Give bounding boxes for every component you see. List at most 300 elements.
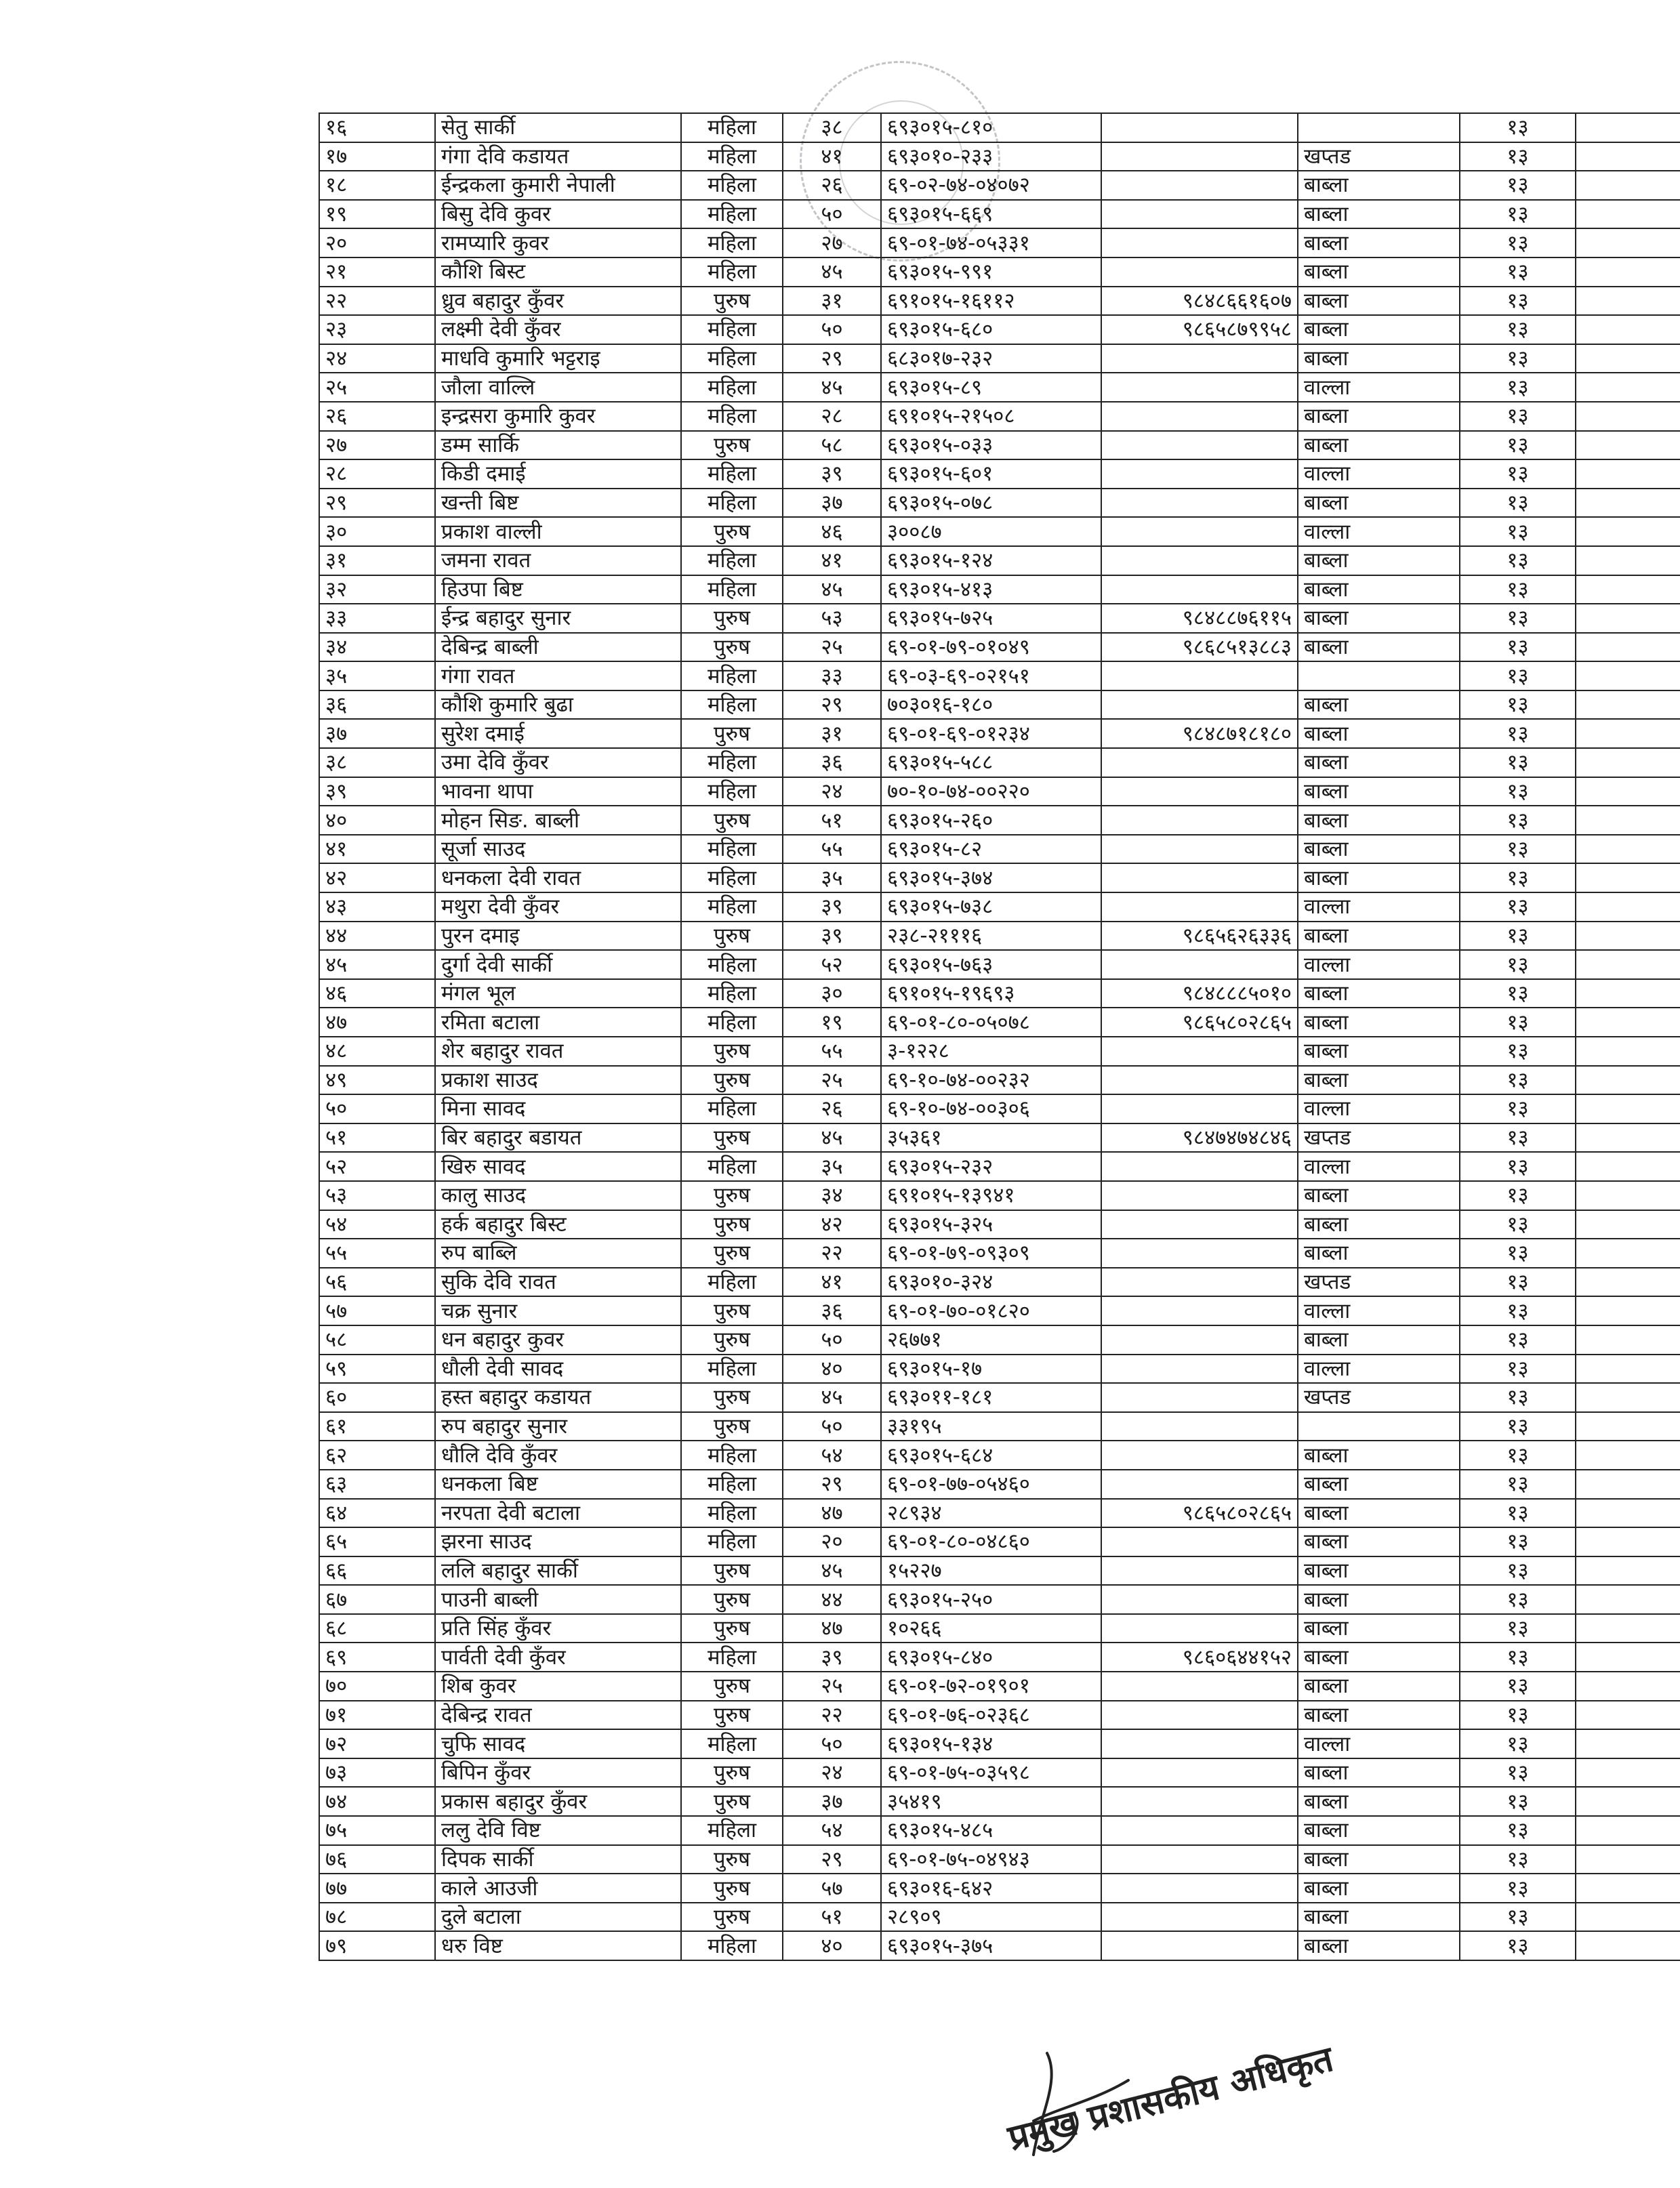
age-cell: ४१ (783, 1268, 881, 1297)
ward-number-cell: १३ (1460, 748, 1576, 777)
gender-cell: महिला (681, 1268, 783, 1297)
name-cell: गंगा रावत (435, 661, 681, 690)
citizenship-number-cell: ६९-०१-७७-०५४६० (881, 1470, 1101, 1499)
place-cell: बाब्ला (1298, 1470, 1460, 1499)
place-cell: बाब्ला (1298, 777, 1460, 806)
empty-cell (1576, 575, 1680, 604)
serial-number-cell: ७९ (319, 1931, 435, 1960)
place-cell (1298, 113, 1460, 142)
citizenship-number-cell: ६९३०१५-६८० (881, 315, 1101, 344)
gender-cell: महिला (681, 950, 783, 979)
gender-cell: महिला (681, 1094, 783, 1123)
table-row (319, 1499, 1680, 1528)
place-cell: बाब्ला (1298, 1787, 1460, 1816)
ward-number-cell: १३ (1460, 1758, 1576, 1788)
table-row (319, 1239, 1680, 1268)
phone-number-cell (1101, 575, 1298, 604)
table-row (319, 1066, 1680, 1095)
place-cell: बाब्ला (1298, 1066, 1460, 1095)
age-cell: २९ (783, 690, 881, 720)
place-cell: वाल्ला (1298, 517, 1460, 546)
phone-number-cell (1101, 1383, 1298, 1412)
table-row (319, 1787, 1680, 1816)
citizenship-number-cell: ६९-०१-७०-०१८२० (881, 1296, 1101, 1325)
ward-number-cell: १३ (1460, 287, 1576, 316)
empty-cell (1576, 1123, 1680, 1153)
citizenship-number-cell: ३५४१९ (881, 1787, 1101, 1816)
place-cell: बाब्ला (1298, 228, 1460, 257)
serial-number-cell: ५९ (319, 1355, 435, 1384)
place-cell: बाब्ला (1298, 1008, 1460, 1037)
place-cell: वाल्ला (1298, 1729, 1460, 1758)
table-row (319, 835, 1680, 864)
serial-number-cell: ६१ (319, 1412, 435, 1441)
place-cell: वाल्ला (1298, 1355, 1460, 1384)
ward-number-cell: १३ (1460, 1499, 1576, 1528)
age-cell: २४ (783, 777, 881, 806)
age-cell: ५७ (783, 1874, 881, 1903)
phone-number-cell (1101, 777, 1298, 806)
gender-cell: पुरुष (681, 1412, 783, 1441)
phone-number-cell (1101, 661, 1298, 690)
name-cell: कालु साउद (435, 1181, 681, 1210)
name-cell: मोहन सिङ. बाब्ली (435, 806, 681, 835)
phone-number-cell (1101, 228, 1298, 257)
table-row (319, 1123, 1680, 1153)
place-cell: बाब्ला (1298, 633, 1460, 662)
empty-cell (1576, 719, 1680, 748)
table-row (319, 1556, 1680, 1586)
ward-number-cell: १३ (1460, 835, 1576, 864)
citizenship-number-cell: ३००८७ (881, 517, 1101, 546)
empty-cell (1576, 1383, 1680, 1412)
gender-cell: पुरुष (681, 806, 783, 835)
phone-number-cell: ९८४७४७४८४६ (1101, 1123, 1298, 1153)
table-row (319, 1643, 1680, 1672)
citizenship-number-cell: ६९-०१-७४-०५३३१ (881, 228, 1101, 257)
place-cell (1298, 1412, 1460, 1441)
name-cell: माधवि कुमारि भट्टराइ (435, 344, 681, 373)
table-row (319, 979, 1680, 1008)
age-cell: ५० (783, 315, 881, 344)
empty-cell (1576, 113, 1680, 142)
empty-cell (1576, 661, 1680, 690)
table-row (319, 1470, 1680, 1499)
empty-cell (1576, 777, 1680, 806)
place-cell: बाब्ला (1298, 835, 1460, 864)
phone-number-cell (1101, 1614, 1298, 1643)
table-row (319, 113, 1680, 142)
name-cell: दिपक सार्की (435, 1845, 681, 1874)
gender-cell: पुरुष (681, 1787, 783, 1816)
name-cell: खिरु सावद (435, 1152, 681, 1181)
ward-number-cell: १३ (1460, 546, 1576, 575)
table-row (319, 719, 1680, 748)
age-cell: ३७ (783, 1787, 881, 1816)
gender-cell: महिला (681, 1152, 783, 1181)
empty-cell (1576, 979, 1680, 1008)
empty-cell (1576, 344, 1680, 373)
table-row (319, 1152, 1680, 1181)
age-cell: ५१ (783, 1903, 881, 1932)
empty-cell (1576, 1556, 1680, 1586)
ward-number-cell: १३ (1460, 1470, 1576, 1499)
empty-cell (1576, 1355, 1680, 1384)
phone-number-cell (1101, 1701, 1298, 1730)
table-row (319, 1729, 1680, 1758)
age-cell: ४५ (783, 575, 881, 604)
table-row (319, 287, 1680, 316)
citizenship-number-cell: ६९३०१५-८२ (881, 835, 1101, 864)
empty-cell (1576, 1296, 1680, 1325)
place-cell: वाल्ला (1298, 1094, 1460, 1123)
gender-cell: पुरुष (681, 1037, 783, 1066)
phone-number-cell: ९८४८७१८१८० (1101, 719, 1298, 748)
serial-number-cell: १७ (319, 142, 435, 171)
serial-number-cell: ६५ (319, 1527, 435, 1556)
serial-number-cell: ४८ (319, 1037, 435, 1066)
table-row (319, 1903, 1680, 1932)
citizenship-number-cell: ६९३०१५-०३३ (881, 431, 1101, 460)
citizenship-number-cell: ६९३०१५-३७५ (881, 1931, 1101, 1960)
name-cell: शिब कुवर (435, 1672, 681, 1701)
ward-number-cell: १३ (1460, 344, 1576, 373)
ward-number-cell: १३ (1460, 1383, 1576, 1412)
empty-cell (1576, 1701, 1680, 1730)
age-cell: ४१ (783, 546, 881, 575)
name-cell: चुफि सावद (435, 1729, 681, 1758)
ward-number-cell: १३ (1460, 719, 1576, 748)
serial-number-cell: ४९ (319, 1066, 435, 1095)
place-cell: बाब्ला (1298, 575, 1460, 604)
place-cell: बाब्ला (1298, 200, 1460, 229)
table-row (319, 1181, 1680, 1210)
empty-cell (1576, 835, 1680, 864)
ward-number-cell: १३ (1460, 1816, 1576, 1845)
ward-number-cell: १३ (1460, 1556, 1576, 1586)
phone-number-cell (1101, 1787, 1298, 1816)
name-cell: हर्क बहादुर बिस्ट (435, 1210, 681, 1239)
ward-number-cell: १३ (1460, 1845, 1576, 1874)
serial-number-cell: २९ (319, 489, 435, 518)
gender-cell: पुरुष (681, 633, 783, 662)
empty-cell (1576, 1527, 1680, 1556)
age-cell: २५ (783, 633, 881, 662)
phone-number-cell (1101, 489, 1298, 518)
citizenship-number-cell: ६९१०१५-१३९४१ (881, 1181, 1101, 1210)
citizenship-number-cell: ६९३०१५-२३२ (881, 1152, 1101, 1181)
gender-cell: पुरुष (681, 431, 783, 460)
gender-cell: महिला (681, 1816, 783, 1845)
gender-cell: महिला (681, 835, 783, 864)
serial-number-cell: १६ (319, 113, 435, 142)
phone-number-cell (1101, 748, 1298, 777)
citizenship-number-cell: ६९-१०-७४-००३०६ (881, 1094, 1101, 1123)
empty-cell (1576, 142, 1680, 171)
ward-number-cell: १३ (1460, 863, 1576, 892)
ward-number-cell: १३ (1460, 1614, 1576, 1643)
place-cell: बाब्ला (1298, 1239, 1460, 1268)
place-cell: बाब्ला (1298, 1643, 1460, 1672)
serial-number-cell: ५१ (319, 1123, 435, 1153)
age-cell: ३९ (783, 922, 881, 951)
serial-number-cell: २० (319, 228, 435, 257)
empty-cell (1576, 287, 1680, 316)
phone-number-cell: ९८६५८०२८६५ (1101, 1008, 1298, 1037)
name-cell: पार्वती देवी कुँवर (435, 1643, 681, 1672)
table-row (319, 950, 1680, 979)
citizenship-number-cell: ६९३०१५-४८५ (881, 1816, 1101, 1845)
age-cell: ३९ (783, 459, 881, 489)
name-cell: ईन्द्रकला कुमारी नेपाली (435, 171, 681, 200)
age-cell: ३० (783, 979, 881, 1008)
phone-number-cell (1101, 257, 1298, 287)
name-cell: हिउपा बिष्ट (435, 575, 681, 604)
gender-cell: महिला (681, 1470, 783, 1499)
table-row (319, 863, 1680, 892)
serial-number-cell: ४१ (319, 835, 435, 864)
ward-number-cell: १३ (1460, 1585, 1576, 1614)
citizenship-number-cell: ६९३०१५-८१० (881, 113, 1101, 142)
place-cell: बाब्ला (1298, 1701, 1460, 1730)
place-cell: बाब्ला (1298, 1585, 1460, 1614)
serial-number-cell: ७० (319, 1672, 435, 1701)
empty-cell (1576, 633, 1680, 662)
table-row (319, 1037, 1680, 1066)
phone-number-cell (1101, 171, 1298, 200)
citizenship-number-cell: ६९३०१५-०७८ (881, 489, 1101, 518)
empty-cell (1576, 489, 1680, 518)
citizenship-number-cell: ६९३०१५-९९१ (881, 257, 1101, 287)
table-row (319, 1585, 1680, 1614)
name-cell: प्रकाश वाल्ली (435, 517, 681, 546)
gender-cell: पुरुष (681, 1758, 783, 1788)
name-cell: प्रकास बहादुर कुँवर (435, 1787, 681, 1816)
gender-cell: पुरुष (681, 1672, 783, 1701)
age-cell: ५१ (783, 806, 881, 835)
name-cell: लक्ष्मी देवी कुँवर (435, 315, 681, 344)
empty-cell (1576, 1268, 1680, 1297)
phone-number-cell: ९८६५८७९९५८ (1101, 315, 1298, 344)
ward-number-cell: १३ (1460, 459, 1576, 489)
age-cell: ५० (783, 1412, 881, 1441)
place-cell: बाब्ला (1298, 1816, 1460, 1845)
age-cell: ३४ (783, 1181, 881, 1210)
table-row (319, 748, 1680, 777)
ward-number-cell: १३ (1460, 690, 1576, 720)
age-cell: ५२ (783, 950, 881, 979)
serial-number-cell: ५८ (319, 1325, 435, 1355)
phone-number-cell (1101, 431, 1298, 460)
name-cell: सुकि देवि रावत (435, 1268, 681, 1297)
name-cell: बिसु देवि कुवर (435, 200, 681, 229)
phone-number-cell (1101, 1441, 1298, 1470)
phone-number-cell (1101, 1672, 1298, 1701)
gender-cell: महिला (681, 344, 783, 373)
serial-number-cell: २६ (319, 402, 435, 431)
age-cell: २६ (783, 171, 881, 200)
table-row (319, 575, 1680, 604)
serial-number-cell: ५७ (319, 1296, 435, 1325)
gender-cell: महिला (681, 1499, 783, 1528)
table-row (319, 1527, 1680, 1556)
phone-number-cell: ९८६५८०२८६५ (1101, 1499, 1298, 1528)
age-cell: ३५ (783, 863, 881, 892)
place-cell: खप्तड (1298, 142, 1460, 171)
phone-number-cell: ९८४८८७६११५ (1101, 604, 1298, 633)
table-row (319, 661, 1680, 690)
serial-number-cell: २४ (319, 344, 435, 373)
name-cell: रुप बहादुर सुनार (435, 1412, 681, 1441)
name-cell: धौलि देवि कुँवर (435, 1441, 681, 1470)
place-cell: खप्तड (1298, 1268, 1460, 1297)
serial-number-cell: ३९ (319, 777, 435, 806)
place-cell: बाब्ला (1298, 748, 1460, 777)
citizenship-number-cell: ६९३०१६-६४२ (881, 1874, 1101, 1903)
phone-number-cell (1101, 546, 1298, 575)
ward-number-cell: १३ (1460, 1701, 1576, 1730)
empty-cell (1576, 950, 1680, 979)
ward-number-cell: १३ (1460, 402, 1576, 431)
ward-number-cell: १३ (1460, 1441, 1576, 1470)
gender-cell: पुरुष (681, 1123, 783, 1153)
empty-cell (1576, 459, 1680, 489)
ward-number-cell: १३ (1460, 1123, 1576, 1153)
place-cell: बाब्ला (1298, 546, 1460, 575)
ward-number-cell: १३ (1460, 1094, 1576, 1123)
ward-number-cell: १३ (1460, 1268, 1576, 1297)
phone-number-cell (1101, 806, 1298, 835)
table-row (319, 1412, 1680, 1441)
phone-number-cell: ९८४८६६१६०७ (1101, 287, 1298, 316)
age-cell: ५५ (783, 1037, 881, 1066)
place-cell: वाल्ला (1298, 1296, 1460, 1325)
ward-number-cell: १३ (1460, 1643, 1576, 1672)
gender-cell: पुरुष (681, 604, 783, 633)
age-cell: २४ (783, 1758, 881, 1788)
empty-cell (1576, 1066, 1680, 1095)
place-cell: बाब्ला (1298, 1614, 1460, 1643)
place-cell: बाब्ला (1298, 1499, 1460, 1528)
empty-cell (1576, 922, 1680, 951)
name-cell: झरना साउद (435, 1527, 681, 1556)
citizenship-number-cell: ६९-०१-६९-०१२३४ (881, 719, 1101, 748)
serial-number-cell: ३१ (319, 546, 435, 575)
empty-cell (1576, 257, 1680, 287)
age-cell: ३५ (783, 1152, 881, 1181)
gender-cell: महिला (681, 1729, 783, 1758)
citizenship-number-cell: ६९३०१५-८४० (881, 1643, 1101, 1672)
gender-cell: महिला (681, 748, 783, 777)
name-cell: शेर बहादुर रावत (435, 1037, 681, 1066)
phone-number-cell: ९८६८५१३८८३ (1101, 633, 1298, 662)
gender-cell: महिला (681, 546, 783, 575)
gender-cell: महिला (681, 315, 783, 344)
age-cell: २० (783, 1527, 881, 1556)
serial-number-cell: ७१ (319, 1701, 435, 1730)
citizenship-number-cell: ६९-०२-७४-०४०७२ (881, 171, 1101, 200)
age-cell: १९ (783, 1008, 881, 1037)
name-cell: धौली देवी सावद (435, 1355, 681, 1384)
empty-cell (1576, 546, 1680, 575)
serial-number-cell: ६७ (319, 1585, 435, 1614)
ward-number-cell: १३ (1460, 575, 1576, 604)
place-cell: बाब्ला (1298, 604, 1460, 633)
gender-cell: महिला (681, 142, 783, 171)
ward-number-cell: १३ (1460, 1152, 1576, 1181)
ward-number-cell: १३ (1460, 1325, 1576, 1355)
gender-cell: पुरुष (681, 1239, 783, 1268)
empty-cell (1576, 1758, 1680, 1788)
name-cell: बिर बहादुर बडायत (435, 1123, 681, 1153)
citizenship-number-cell: ६९३०१५-२६० (881, 806, 1101, 835)
gender-cell: पुरुष (681, 719, 783, 748)
ward-number-cell: १३ (1460, 604, 1576, 633)
serial-number-cell: ६३ (319, 1470, 435, 1499)
serial-number-cell: २५ (319, 373, 435, 402)
age-cell: ३९ (783, 892, 881, 922)
phone-number-cell (1101, 1037, 1298, 1066)
name-cell: जमना रावत (435, 546, 681, 575)
gender-cell: महिला (681, 1931, 783, 1960)
phone-number-cell: ९८६०६४४१५२ (1101, 1643, 1298, 1672)
place-cell: बाब्ला (1298, 1037, 1460, 1066)
ward-number-cell: १३ (1460, 1037, 1576, 1066)
empty-cell (1576, 1845, 1680, 1874)
place-cell (1298, 661, 1460, 690)
place-cell: बाब्ला (1298, 979, 1460, 1008)
place-cell: बाब्ला (1298, 402, 1460, 431)
citizenship-number-cell: ६९३०१५-६०१ (881, 459, 1101, 489)
table-row (319, 459, 1680, 489)
ward-number-cell: १३ (1460, 892, 1576, 922)
serial-number-cell: २३ (319, 315, 435, 344)
name-cell: धनकला बिष्ट (435, 1470, 681, 1499)
gender-cell: महिला (681, 228, 783, 257)
serial-number-cell: ६४ (319, 1499, 435, 1528)
ward-number-cell: १३ (1460, 431, 1576, 460)
table-row (319, 344, 1680, 373)
name-cell: सुरेश दमाई (435, 719, 681, 748)
serial-number-cell: ३८ (319, 748, 435, 777)
age-cell: ३६ (783, 1296, 881, 1325)
table-row (319, 1296, 1680, 1325)
empty-cell (1576, 1210, 1680, 1239)
gender-cell: पुरुष (681, 1903, 783, 1932)
name-cell: नरपता देवी बटाला (435, 1499, 681, 1528)
empty-cell (1576, 863, 1680, 892)
empty-cell (1576, 1470, 1680, 1499)
serial-number-cell: ७६ (319, 1845, 435, 1874)
serial-number-cell: ४७ (319, 1008, 435, 1037)
empty-cell (1576, 1239, 1680, 1268)
gender-cell: महिला (681, 373, 783, 402)
table-row (319, 228, 1680, 257)
name-cell: ध्रुव बहादुर कुँवर (435, 287, 681, 316)
empty-cell (1576, 1441, 1680, 1470)
place-cell: खप्तड (1298, 1383, 1460, 1412)
age-cell: ५३ (783, 604, 881, 633)
ward-number-cell: १३ (1460, 1729, 1576, 1758)
empty-cell (1576, 892, 1680, 922)
table-row (319, 806, 1680, 835)
serial-number-cell: ४५ (319, 950, 435, 979)
phone-number-cell (1101, 950, 1298, 979)
citizenship-number-cell: ६९३०१५-१२४ (881, 546, 1101, 575)
gender-cell: महिला (681, 1643, 783, 1672)
age-cell: ४६ (783, 517, 881, 546)
serial-number-cell: ४६ (319, 979, 435, 1008)
